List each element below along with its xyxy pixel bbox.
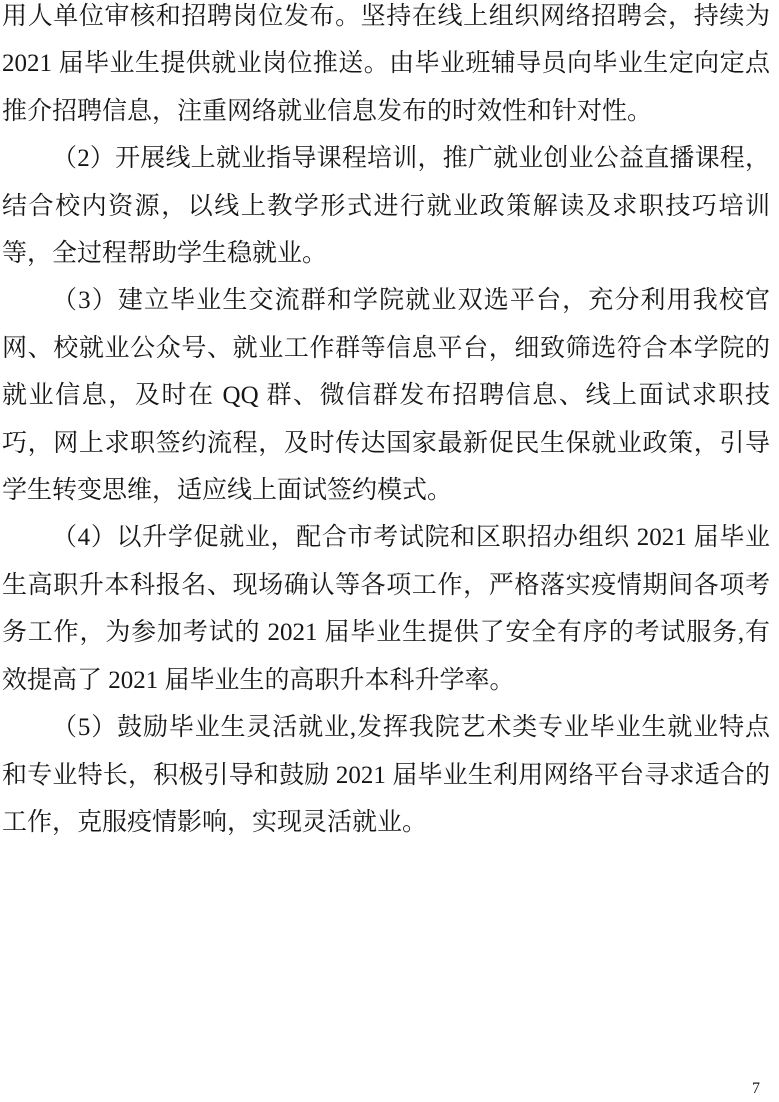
- page-number: 7: [752, 1080, 760, 1097]
- paragraph-item-4: （4）以升学促就业，配合市考试院和区职招办组织 2021 届毕业生高职升本科报名、现场确认等各项工作，严格落实疫情期间各项考务工作，为参加考试的 2021 届毕业生提供了安全有序的考试服务,有效提高了 2021 届毕业生的高职升本科升学率。: [2, 524, 770, 694]
- paragraph-continuation: 用人单位审核和招聘岗位发布。坚持在线上组织网络招聘会，持续为 2021 届毕业生提供就业岗位推送。由毕业班辅导员向毕业生定向定点推介招聘信息，注重网络就业信息发布的时效性和针对性。: [2, 3, 770, 125]
- paragraph-item-3: （3）建立毕业生交流群和学院就业双选平台，充分利用我校官网、校就业公众号、就业工作群等信息平台，细致筛选符合本学院的就业信息，及时在 QQ 群、微信群发布招聘信息、线上面试求职技巧，网上求职签约流程，及时传达国家最新促民生保就业政策，引导学生转变思维，适应线上面试签约模式。: [2, 287, 770, 505]
- document-body: [2, 0, 770, 846]
- paragraph-item-2: （2）开展线上就业指导课程培训，推广就业创业公益直播课程，结合校内资源，以线上教学形式进行就业政策解读及求职技巧培训等，全过程帮助学生稳就业。: [2, 145, 770, 268]
- paragraph-item-5: （5）鼓励毕业生灵活就业,发挥我院艺术类专业毕业生就业特点和专业特长，积极引导和鼓励 2021 届毕业生利用网络平台寻求适合的工作，克服疫情影响，实现灵活就业。: [2, 714, 770, 836]
